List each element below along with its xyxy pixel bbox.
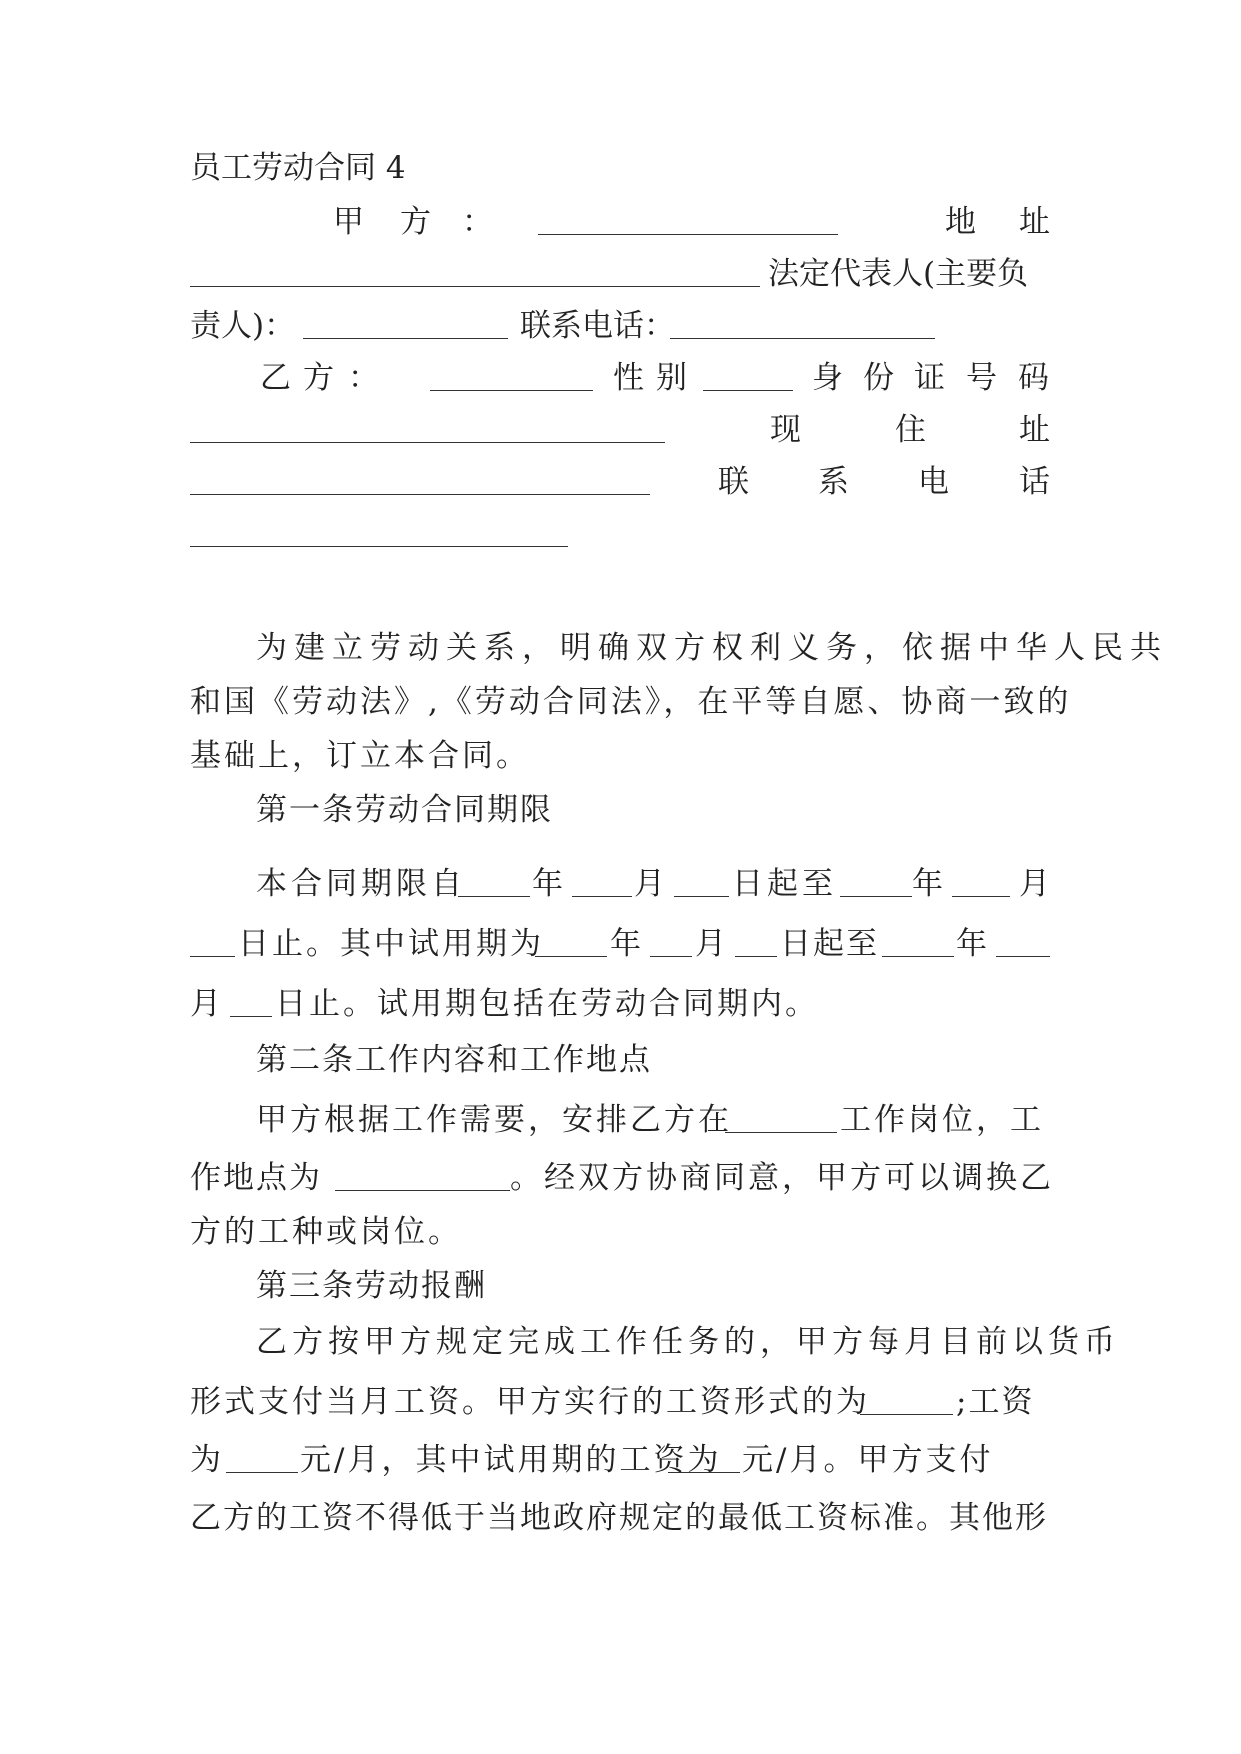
probation-wage-label: 元/月，其中试用期的工资为	[300, 1442, 722, 1478]
residence-label-1: 现	[770, 412, 801, 448]
probation-start-month-blank[interactable]	[650, 930, 692, 957]
article-1-line-2	[190, 924, 1050, 964]
gender-label-a: 性	[613, 360, 644, 396]
residence-label-3: 址	[1019, 412, 1050, 448]
month-label-4: 月	[190, 986, 221, 1022]
party-a-colon: ：	[462, 204, 493, 240]
id-label-2: 份	[863, 360, 894, 396]
position-label-cont: 工作岗位，工	[840, 1102, 1044, 1138]
probation-wage-blank[interactable]	[668, 1446, 740, 1473]
legal-rep-label: 法定代表人(主要负	[768, 256, 1029, 292]
residence-label-2: 住	[895, 412, 926, 448]
probation-start-day-blank[interactable]	[735, 930, 777, 957]
party-a-line-3	[190, 306, 1050, 346]
id-label-3: 证	[914, 360, 945, 396]
legal-rep-label-cont: 责人)：	[190, 308, 296, 344]
party-b-label-yi: 乙	[260, 360, 291, 396]
party-a-line-2	[190, 254, 1050, 294]
wage-form-blank[interactable]	[860, 1388, 953, 1415]
article-2-line-2	[190, 1158, 1054, 1198]
month-label-2: 月	[1019, 866, 1050, 902]
article-3-line-2	[190, 1382, 1050, 1422]
party-a-name-blank[interactable]	[538, 208, 838, 235]
party-a-label-fang: 方	[400, 204, 431, 240]
article-2-line-3	[190, 1212, 1050, 1252]
year-label-1: 年	[532, 866, 563, 902]
term-start-month-blank[interactable]	[572, 870, 632, 897]
article-1-heading	[190, 790, 1050, 830]
party-b-name-blank[interactable]	[430, 364, 593, 391]
article-2-heading	[190, 1040, 1050, 1080]
id-label-4: 号	[966, 360, 997, 396]
probation-end-year-blank[interactable]	[882, 930, 954, 957]
monthly-wage-blank[interactable]	[226, 1446, 298, 1473]
day-until-label-2: 日起至	[780, 926, 879, 962]
residence-blank[interactable]	[190, 468, 650, 495]
party-b-line-1	[190, 358, 1050, 398]
party-a-phone-label: 联系电话：	[520, 308, 675, 344]
article-3-heading-text: 第三条劳动报酬	[256, 1268, 487, 1304]
wage-prefix: 为	[190, 1442, 221, 1478]
title-text: 员工劳动合同 4	[190, 150, 406, 186]
term-start-day-blank[interactable]	[674, 870, 729, 897]
probation-included-text: 日止。试用期包括在劳动合同期内。	[275, 986, 819, 1022]
article-1-line-1	[190, 864, 1050, 904]
position-label: 甲方根据工作需要，安排乙方在	[256, 1102, 732, 1138]
year-label-3: 年	[610, 926, 641, 962]
address-label-a: 地	[945, 204, 976, 240]
probation-end-day-blank[interactable]	[230, 990, 272, 1017]
term-start-label: 本合同期限自	[256, 866, 466, 902]
article-3-line-4	[190, 1498, 1050, 1538]
article-3-line-3	[190, 1440, 1050, 1480]
party-b-phone-blank[interactable]	[190, 520, 568, 547]
probation-label: 日止。其中试用期为	[238, 926, 544, 962]
party-a-address-blank[interactable]	[190, 260, 760, 287]
wage-form-label: 形式支付当月工资。甲方实行的工资形式的为	[190, 1384, 870, 1420]
article-3-heading	[190, 1266, 1050, 1306]
id-label-1: 身	[812, 360, 843, 396]
intro-text-1: 为建立劳动关系，明确双方权利义务，依据中华人民共	[256, 630, 1168, 666]
article-3-line-1	[190, 1322, 1120, 1362]
article-3-text-1: 乙方按甲方规定完成工作任务的，甲方每月目前以货币	[256, 1324, 1120, 1360]
work-location-label: 作地点为	[190, 1160, 322, 1196]
party-b-phone-label-3: 电	[918, 464, 949, 500]
id-label-5: 码	[1018, 360, 1049, 396]
party-b-line-4	[190, 514, 1050, 554]
year-label-2: 年	[912, 866, 943, 902]
party-b-label-fang: 方	[303, 360, 334, 396]
gender-blank[interactable]	[703, 364, 793, 391]
term-end-year-blank[interactable]	[840, 870, 912, 897]
article-3-text-4: 乙方的工资不得低于当地政府规定的最低工资标准。其他形	[190, 1500, 1048, 1536]
gender-label-b: 别	[656, 360, 687, 396]
document-title	[190, 148, 1050, 188]
intro-line-1	[190, 628, 1168, 668]
intro-text-2: 和国《劳动法》,《劳动合同法》，在平等自愿、协商一致的	[190, 684, 1072, 720]
party-b-colon: ：	[348, 360, 379, 396]
party-b-line-3	[190, 462, 1050, 502]
address-label-b: 址	[1019, 204, 1050, 240]
month-label-3: 月	[695, 926, 726, 962]
legal-rep-blank[interactable]	[303, 312, 508, 339]
position-blank[interactable]	[725, 1106, 837, 1133]
term-end-day-blank[interactable]	[190, 930, 235, 957]
article-2-text-3: 方的工种或岗位。	[190, 1214, 462, 1250]
term-end-month-blank[interactable]	[952, 870, 1010, 897]
article-1-heading-text: 第一条劳动合同期限	[256, 792, 553, 828]
probation-start-year-blank[interactable]	[535, 930, 607, 957]
intro-line-2	[190, 682, 1072, 722]
party-b-phone-label-4: 话	[1019, 464, 1050, 500]
party-b-phone-label-1: 联	[718, 464, 749, 500]
intro-text-3: 基础上，订立本合同。	[190, 738, 530, 774]
article-2-line-1	[190, 1100, 1050, 1140]
wage-label: ;工资	[956, 1384, 1035, 1420]
year-label-4: 年	[956, 926, 987, 962]
probation-end-month-prefix-blank[interactable]	[996, 930, 1050, 957]
wage-payment-text: 元/月。甲方支付	[742, 1442, 994, 1478]
month-label-1: 月	[634, 866, 665, 902]
party-a-phone-blank[interactable]	[670, 312, 935, 339]
term-start-year-blank[interactable]	[458, 870, 530, 897]
id-number-blank[interactable]	[190, 416, 665, 443]
party-a-line-1	[190, 202, 1050, 242]
party-b-phone-label-2: 系	[818, 464, 849, 500]
party-b-line-2	[190, 410, 1050, 450]
work-location-blank[interactable]	[335, 1164, 510, 1191]
intro-line-3	[190, 736, 1050, 776]
day-until-label-1: 日起至	[732, 866, 837, 902]
party-a-label-jia: 甲	[333, 204, 364, 240]
article-2-heading-text: 第二条工作内容和工作地点	[256, 1042, 652, 1078]
article-1-line-3	[190, 984, 1050, 1024]
adjust-position-text: 。经双方协商同意，甲方可以调换乙	[510, 1160, 1054, 1196]
